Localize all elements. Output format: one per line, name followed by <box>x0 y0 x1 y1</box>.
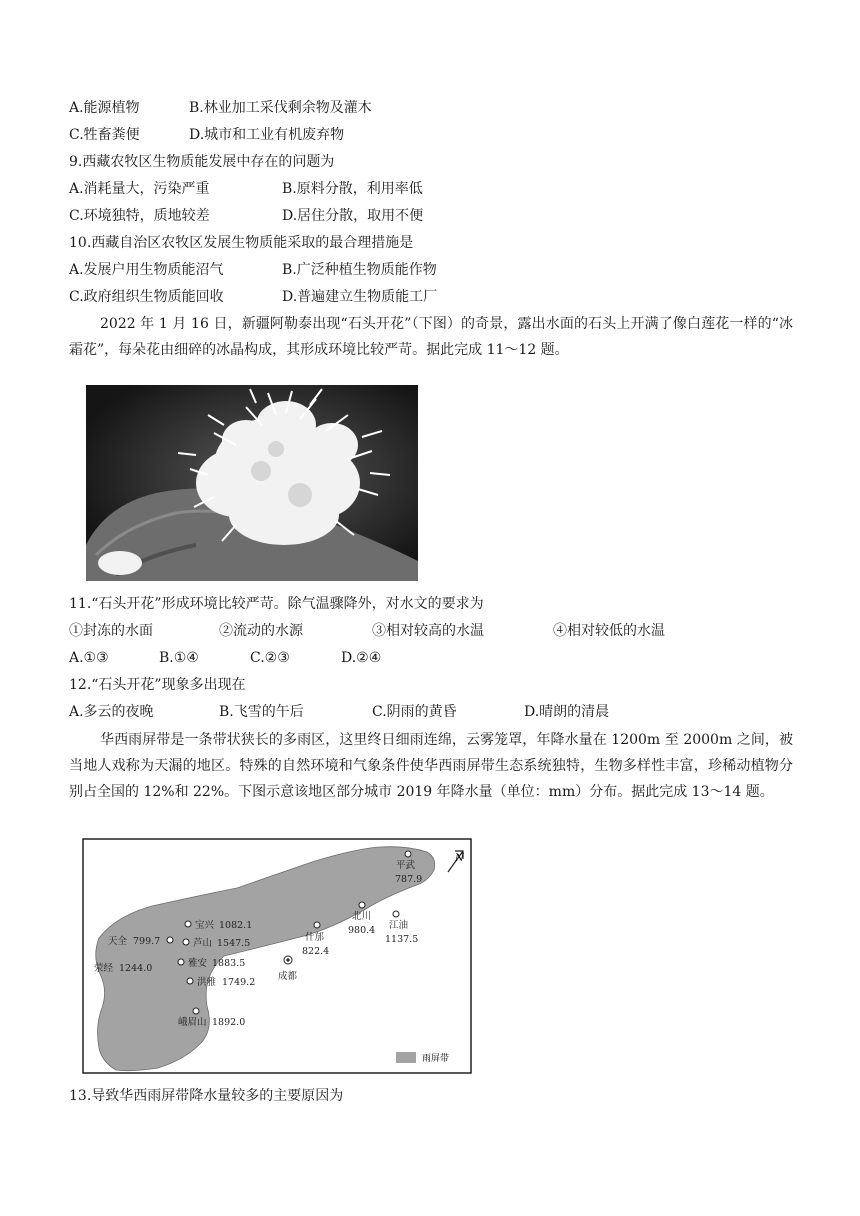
q10-option-b: B.广泛种植生物质能作物 <box>282 262 437 278</box>
q8-option-c: C.牲畜粪便 <box>69 127 140 143</box>
city-marker-emeishan <box>193 1008 199 1014</box>
q8-option-b: B.林业加工采伐剩余物及灌木 <box>189 100 372 116</box>
city-marker-jiangyou <box>393 911 399 917</box>
intro-13-14: 华西雨屏带是一条带状狭长的多雨区，这里终日细雨连绵，云雾笼罩，年降水量在 1200m 至 2000m 之间，被当地人戏称为天漏的地区。特殊的自然环境和气象条件使华西雨屏带生态系统独特，生物多样性丰富，珍稀动植物分别占全国的 12%和 22%。下图示意该地区部分城市 2019 年降水量（单位：mm）分布。据此完成 13～14 题。 <box>69 732 793 800</box>
city-value-pingwu: 787.9 <box>395 874 423 885</box>
city-name-hongya: 洪雅 <box>197 977 217 988</box>
q12-option-d: D.晴朗的清晨 <box>524 704 610 720</box>
q9-option-a: A.消耗量大，污染严重 <box>69 181 210 197</box>
city-name-jiangyou: 江油 <box>389 920 409 931</box>
city-name-tianquan: 天全 <box>108 936 128 947</box>
city-value-yaan: 1883.5 <box>212 958 246 969</box>
q10-option-a: A.发展户用生物质能沼气 <box>69 262 224 278</box>
q8-option-a: A.能源植物 <box>69 100 140 116</box>
intro-11-12: 2022 年 1 月 16 日，新疆阿勒泰出现“石头开花”（下图）的奇景，露出水面的石头上开满了像白莲花一样的“冰霜花”，每朵花由细碎的冰晶构成，其形成环境比较严苛。据此完成 11～12 题。 <box>69 316 793 358</box>
q11-statement-2: ②流动的水源 <box>219 623 303 639</box>
city-marker-tianquan <box>167 937 173 943</box>
city-value-baoxing: 1082.1 <box>219 920 253 931</box>
city-value-yingjing: 1244.0 <box>119 963 153 974</box>
frost-flower-photo <box>86 385 418 581</box>
city-name-yingjing: 荥经 <box>94 963 114 974</box>
legend-label: 雨屏带 <box>422 1054 450 1064</box>
q11-statement-4: ④相对较低的水温 <box>553 623 665 639</box>
q11-stem: 11.“石头开花”形成环境比较严苛。除气温骤降外，对水文的要求为 <box>69 596 484 612</box>
q10-stem: 10.西藏自治区农牧区发展生物质能采取的最合理措施是 <box>69 235 414 251</box>
q11-statement-3: ③相对较高的水温 <box>372 623 484 639</box>
city-marker-lushan <box>183 939 189 945</box>
city-value-jiangyou: 1137.5 <box>385 934 419 945</box>
city-value-emeishan: 1892.0 <box>212 1017 246 1028</box>
city-value-lushan: 1547.5 <box>217 938 251 949</box>
q12-option-b: B.飞雪的午后 <box>219 704 304 720</box>
q12-option-a: A.多云的夜晚 <box>69 704 154 720</box>
q13-stem: 13.导致华西雨屏带降水量较多的主要原因为 <box>69 1088 344 1104</box>
city-name-baoxing: 宝兴 <box>195 920 215 931</box>
city-value-shifang: 822.4 <box>302 946 330 957</box>
q9-option-b: B.原料分散，利用率低 <box>282 181 423 197</box>
city-name-pingwu: 平武 <box>396 860 416 871</box>
city-name-lushan: 芦山 <box>193 938 213 949</box>
city-marker-hongya <box>187 978 193 984</box>
q10-option-c: C.政府组织生物质能回收 <box>69 289 224 305</box>
q11-option-d: D.②④ <box>341 650 382 666</box>
city-name-yaan: 雅安 <box>188 958 208 969</box>
q12-option-c: C.阴雨的黄昏 <box>372 704 457 720</box>
q11-option-a: A.①③ <box>69 650 109 666</box>
city-name-chengdu: 成都 <box>278 971 298 982</box>
city-value-tianquan: 799.7 <box>133 936 161 947</box>
q10-option-d: D.普遍建立生物质能工厂 <box>282 289 438 305</box>
legend-swatch <box>396 1052 416 1063</box>
q8-option-d: D.城市和工业有机废弃物 <box>189 127 345 143</box>
q9-stem: 9.西藏农牧区生物质能发展中存在的问题为 <box>69 154 335 170</box>
q12-stem: 12.“石头开花”现象多出现在 <box>69 677 246 693</box>
city-name-shifang: 什邡 <box>305 932 325 943</box>
city-name-beichuan: 北川 <box>352 911 372 922</box>
north-label: N <box>455 853 464 864</box>
city-marker-baoxing <box>185 921 191 927</box>
city-marker-pingwu <box>405 851 411 857</box>
rain-screen-map <box>82 838 472 1074</box>
q9-option-d: D.居住分散，取用不便 <box>282 208 424 224</box>
city-marker-yaan <box>178 959 184 965</box>
q9-option-c: C.环境独特，质地较差 <box>69 208 210 224</box>
city-value-hongya: 1749.2 <box>222 977 256 988</box>
q11-option-b: B.①④ <box>159 650 199 666</box>
city-marker-beichuan <box>359 902 365 908</box>
city-marker-shifang <box>314 922 320 928</box>
city-value-beichuan: 980.4 <box>348 925 376 936</box>
city-name-emeishan: 峨眉山 <box>178 1017 207 1028</box>
q11-statement-1: ①封冻的水面 <box>69 623 153 639</box>
q11-option-c: C.②③ <box>250 650 290 666</box>
